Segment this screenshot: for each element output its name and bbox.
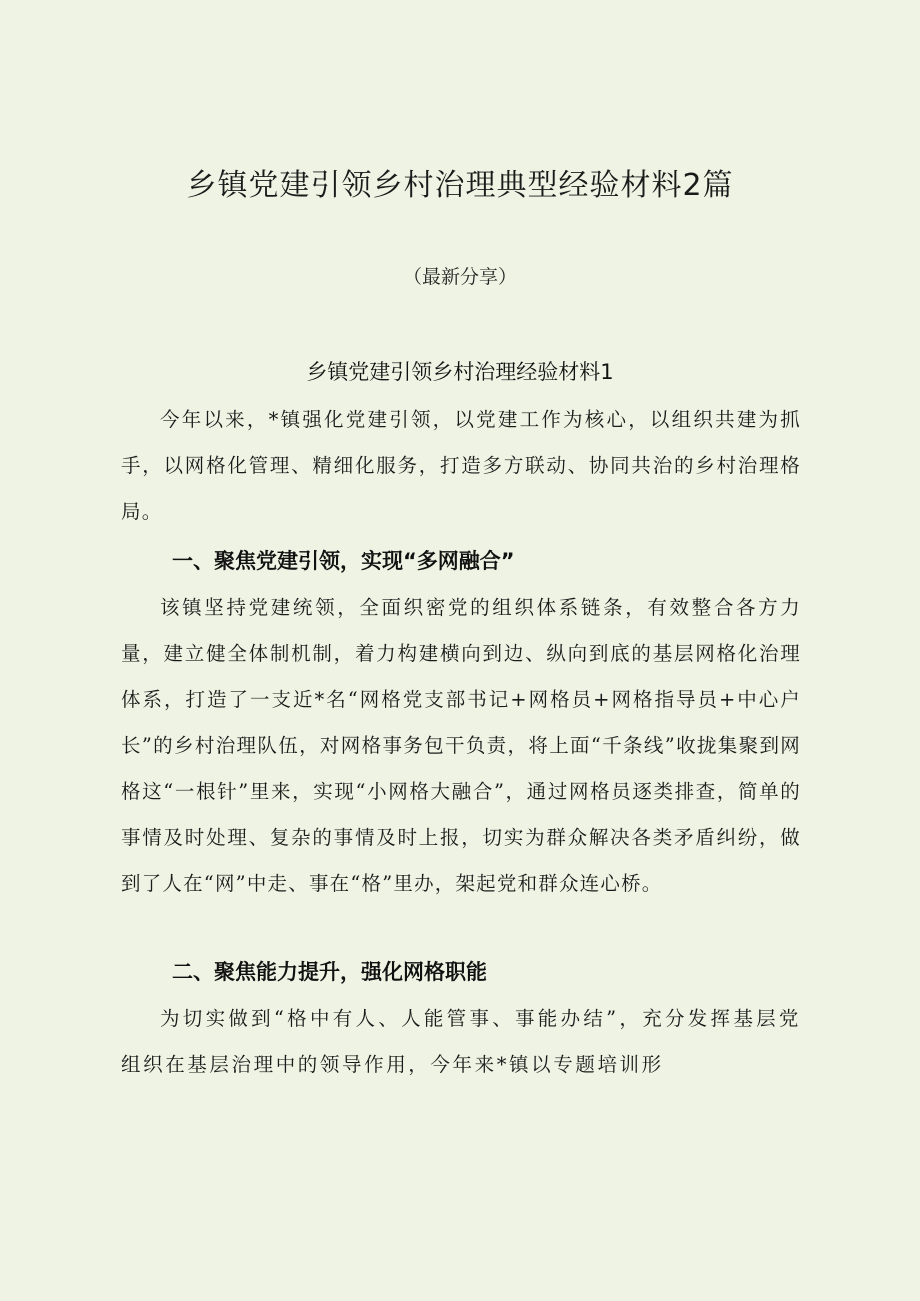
section-title: 乡镇党建引领乡村治理经验材料1 — [306, 360, 614, 384]
paragraph-intro: 今年以来，*镇强化党建引领，以党建工作为核心，以组织共建为抓手，以网格化管理、精细化服务，打造多方联动、协同共治的乡村治理格局。 — [121, 408, 801, 523]
paragraph-two: 该镇坚持党建统领，全面织密党的组织体系链条，有效整合各方力量，建立健全体制机制，着力构建横向到边、纵向到底的基层网格化治理体系，打造了一支近*名“网格党支部书记+网格员+网格指导员+中心户长”的乡村治理队伍，对网格事务包干负责，将上面“千条线”收拢集聚到网格这“一根针”里来，实现“小网格大融合”，通过网格员逐类排查，简单的事情及时处理、复杂的事情及时上报，切实为群众解决各类矛盾纠纷，做到了人在“网”中走、事在“格”里办，架起党和群众连心桥。 — [121, 596, 801, 895]
heading-two: 二、聚焦能力提升，强化网格职能 — [172, 960, 487, 984]
document-subtitle: （最新分享） — [402, 266, 517, 288]
document-title: 乡镇党建引领乡村治理典型经验材料2篇 — [186, 168, 734, 203]
heading-one: 一、聚焦党建引领，实现“多网融合” — [172, 549, 515, 573]
paragraph-three: 为切实做到“格中有人、人能管事、事能办结”，充分发挥基层党组织在基层治理中的领导作用，今年来*镇以专题培训形 — [121, 1007, 801, 1076]
